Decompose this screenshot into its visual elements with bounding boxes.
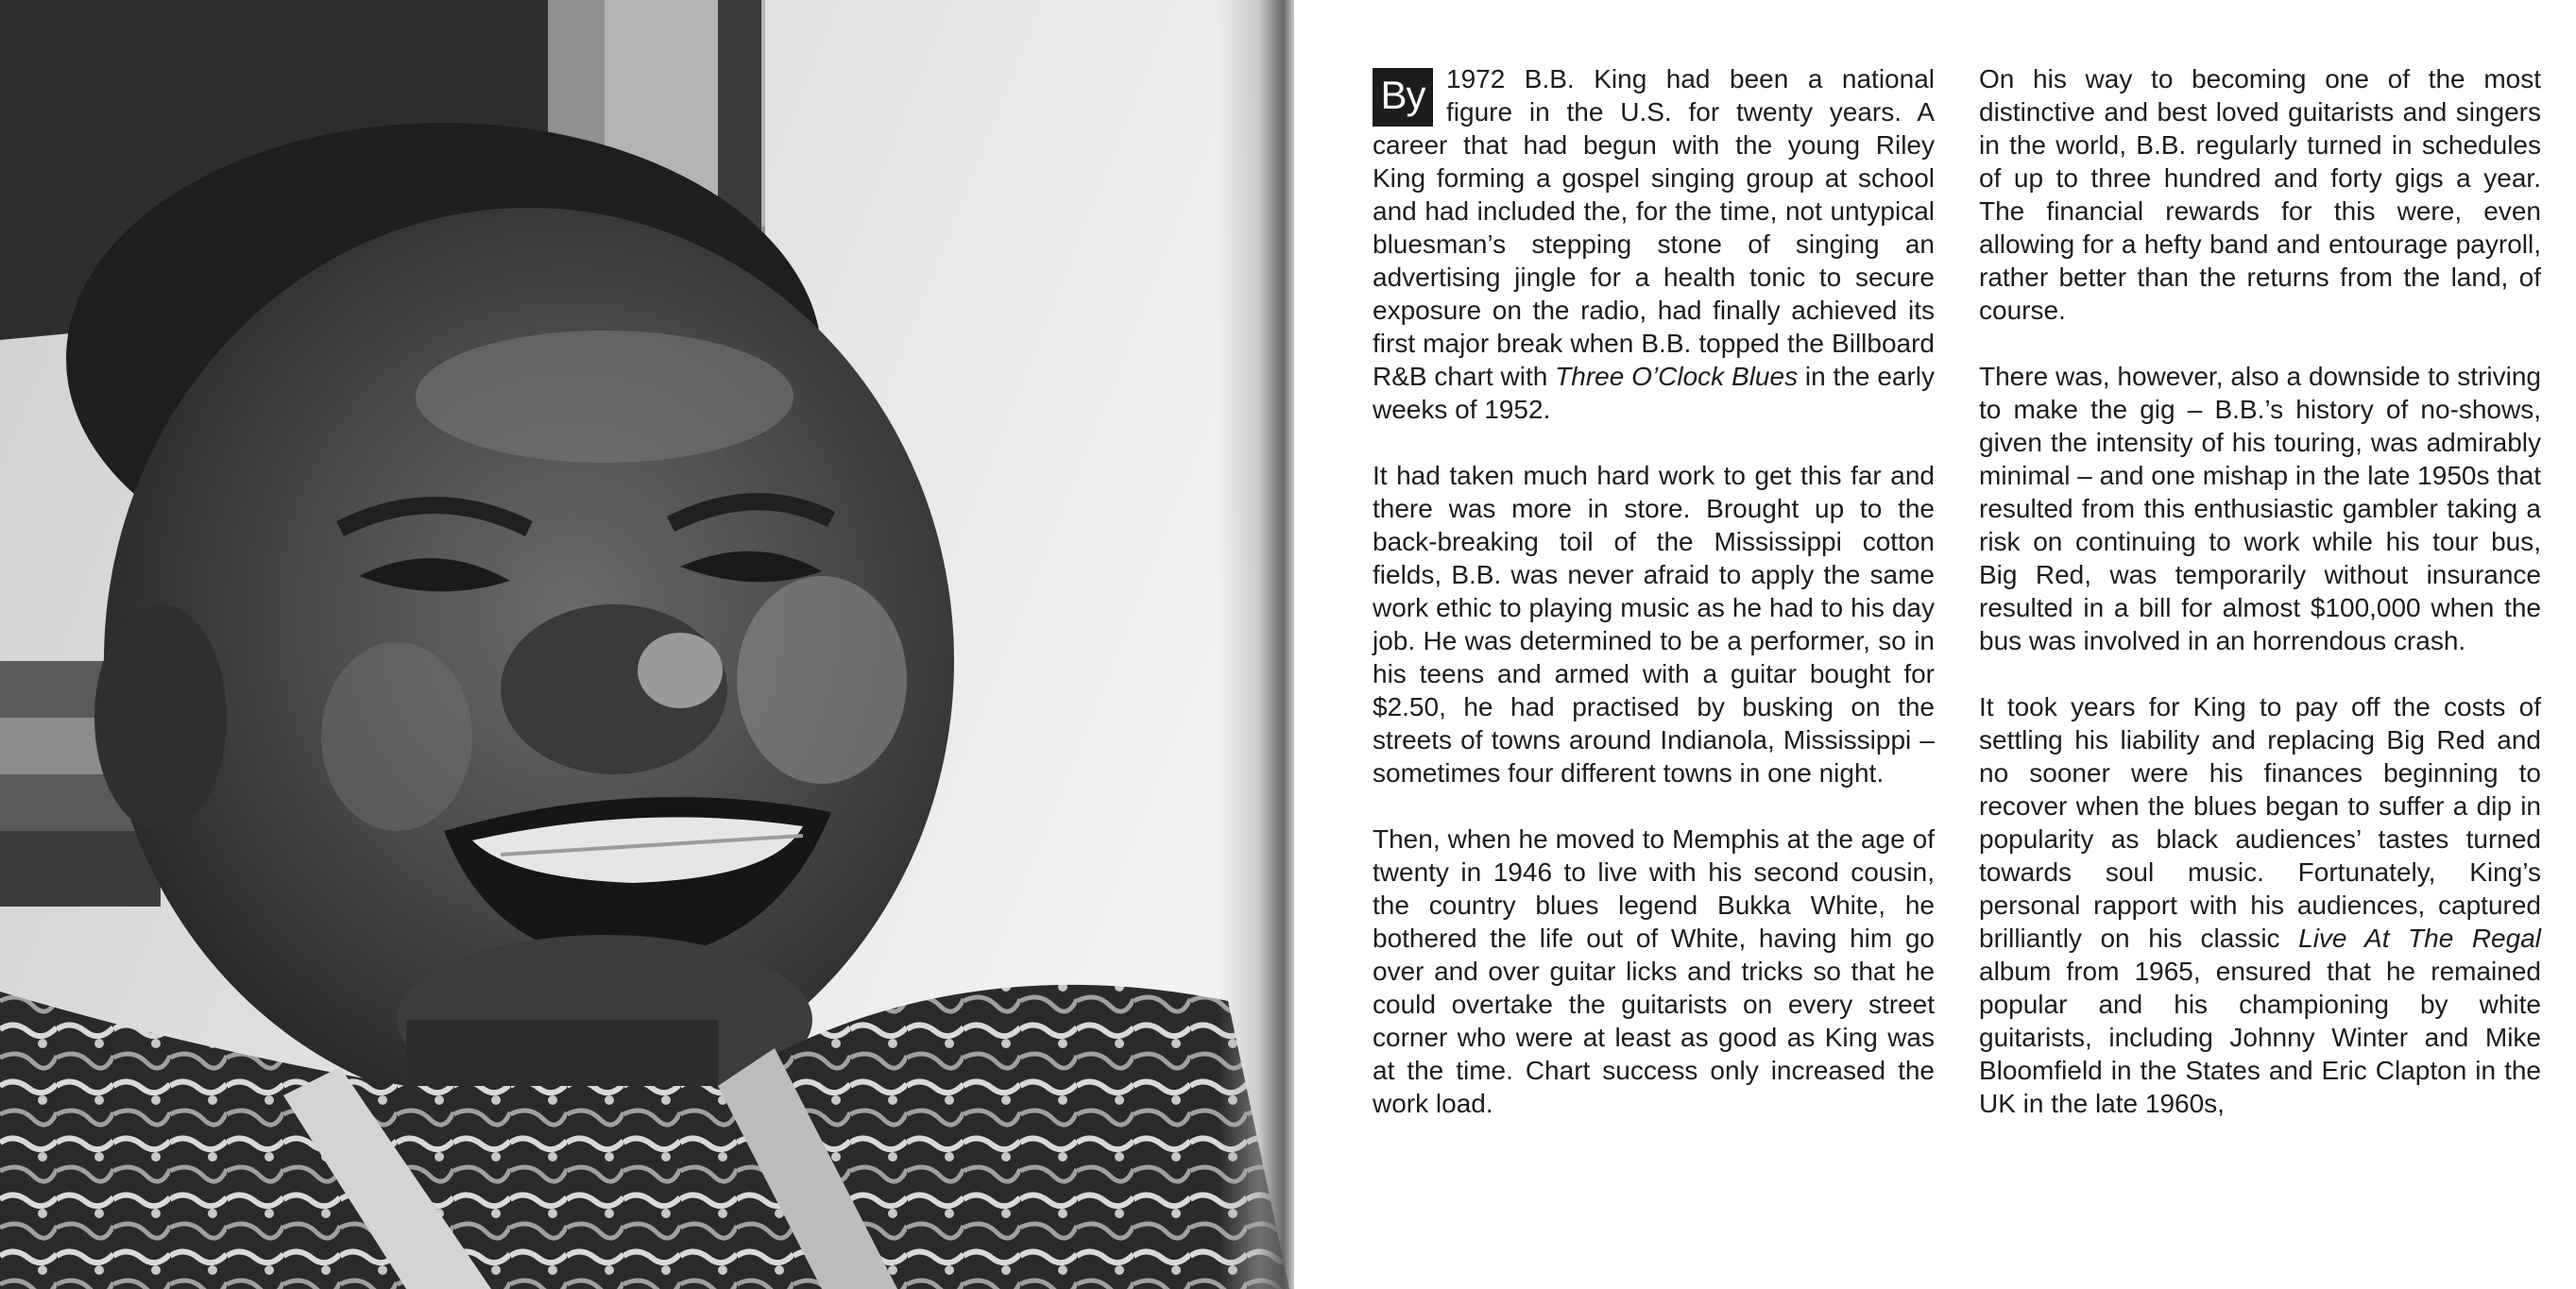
paragraph [1979, 690, 2541, 1120]
paragraph-text: It took years for King to pay off the costs of settling his liability and replacing Big Red and no sooner were his finances beginning to recover when the blues began to suffer a dip in popularity as black audiences’ tastes turned towards soul music. Fortunately, King’s personal rapport with his audiences, captured brilliantly on his classic [1979, 692, 2541, 953]
paragraph [1373, 62, 1935, 426]
paragraph: There was, however, also a downside to striving to make the gig – B.B.’s history of no-shows, given the intensity of his touring, was admirably minimal – and one mishap in the late 1950s that resulted from this enthusiastic gambler taking a risk on continuing to work while his tour bus, Big Red, was temporarily without insurance resulted in a bill for almost $100,000 when the bus was involved in an horrendous crash. [1979, 362, 2541, 655]
song-title: Three O’Clock Blues [1555, 362, 1799, 391]
text-column-right [1979, 62, 2541, 1120]
paragraph-text: 1972 B.B. King had been a national figure in the U.S. for twenty years. A career that had begun with the young Riley King forming a gospel singing group at school and had included the, for the time, not untypical bluesman’s stepping stone of singing an advertising jingle for a health tonic to secure exposure on the radio, had finally achieved its first major break when B.B. topped the Billboard R&B chart with [1373, 64, 1935, 391]
paragraph: It had taken much hard work to get this far and there was more in store. Brought up to the back-breaking toil of the Mississippi cotton fields, B.B. was never afraid to apply the same work ethic to playing music as he had to his day job. He was determined to be a performer, so in his teens and armed with a guitar bought for $2.50, he had practised by busking on the streets of towns around Indianola, Mississippi – sometimes four different towns in one night. [1373, 461, 1935, 788]
album-title: Live At The Regal [2298, 924, 2541, 953]
paragraph: Then, when he moved to Memphis at the age of twenty in 1946 to live with his second cousin, the country blues legend Bukka White, he bothered the life out of White, having him go over and over guitar licks and tricks so that he could overtake the guitarists on every street corner who were at least as good as King was at the time. Chart success only increased the work load. [1373, 824, 1935, 1118]
paragraph: On his way to becoming one of the most distinctive and best loved guitarists and singers in the world, B.B. regularly turned in schedules of up to three hundred and forty gigs a year. The financial rewards for this were, even allowing for a hefty band and entourage payroll, rather better than the returns from the land, of course. [1979, 64, 2541, 325]
paragraph-text: album from 1965, ensured that he remained popular and his championing by white guitarists, including Johnny Winter and Mike Bloomfield in the States and Eric Clapton in the UK in the late 1960s, [1979, 957, 2541, 1118]
drop-cap: By [1373, 68, 1433, 127]
text-page [1294, 0, 2576, 1289]
paragraph-text: in the early weeks of 1952. [1373, 362, 1936, 424]
text-column-left [1373, 62, 1935, 1120]
